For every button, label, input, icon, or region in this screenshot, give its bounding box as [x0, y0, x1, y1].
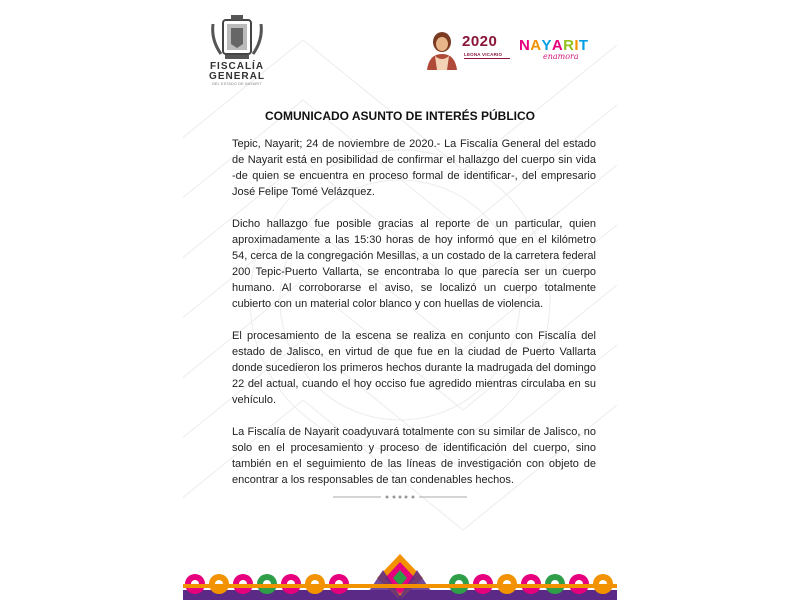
state-logo-letter: T — [578, 37, 589, 54]
org-subtitle: DEL ESTADO DE NAYARIT — [212, 82, 262, 86]
org-name-line1: FISCALÍA — [209, 61, 265, 72]
state-logo-letter: I — [574, 37, 579, 54]
paragraph-2: Dicho hallazgo fue posible gracias al reporte de un particular, quien aproximadamente a las 15:30 horas de hoy informó que en el kilómetro 54, cerca de la congregación Mesillas, a un costado de la carretera federal 200 Tepic-Puerto Vallarta, se encontraba lo que parecía ser un cuerpo humano. Al corroborarse el aviso, se localizó un cuerpo totalmente cubierto con un material color blanco y con huellas de violencia. — [232, 218, 596, 310]
paragraph-4: La Fiscalía de Nayarit coadyuvará totalmente con su similar de Jalisco, no solo en el procesamiento y proceso de identificación del cuerpo, sino también en el seguimiento de las líneas de investigación con objeto de encontrar a los responsables de tan condenables hechos. — [232, 426, 596, 486]
org-name-line2: GENERAL — [209, 71, 265, 82]
year-logo: 2020 — [462, 33, 498, 50]
paragraph-3: El procesamiento de la escena se realiza en conjunto con Fiscalía del estado de Jalisco, en virtud de que fue en la ciudad de Puerto Vallarta donde sucedieron los primeros hechos durante la madrugada del domingo 22 del actual, cuando el hoy occiso fue agredido mientras circulaba en su vehículo. — [232, 330, 596, 406]
document-title: COMUNICADO ASUNTO DE INTERÉS PÚBLICO — [264, 109, 535, 123]
year-subtitle: LEONA VICARIO — [464, 52, 503, 57]
state-logo-letter: Y — [541, 37, 552, 54]
paragraph-1: Tepic, Nayarit; 24 de noviembre de 2020.- La Fiscalía General del estado de Nayarit está en posibilidad de confirmar el hallazgo del cuerpo sin vida -de quien se encuentra en proceso formal de identificar-, del empresario José Felipe Tomé Velázquez. — [232, 138, 596, 198]
state-logo-letter: N — [519, 37, 531, 54]
year-divider — [464, 58, 510, 59]
state-logo-letter: R — [563, 37, 575, 54]
org-name — [205, 62, 269, 82]
state-logo-letter: A — [551, 37, 564, 54]
separator-ornament — [333, 493, 467, 501]
document-body — [232, 136, 596, 504]
decorative-border — [183, 540, 617, 600]
state-tagline: enamora — [543, 52, 579, 61]
state-logo-letter: A — [530, 37, 542, 54]
document-page — [183, 0, 617, 600]
leona-vicario-portrait — [425, 30, 459, 70]
coat-of-arms-icon — [209, 14, 265, 62]
